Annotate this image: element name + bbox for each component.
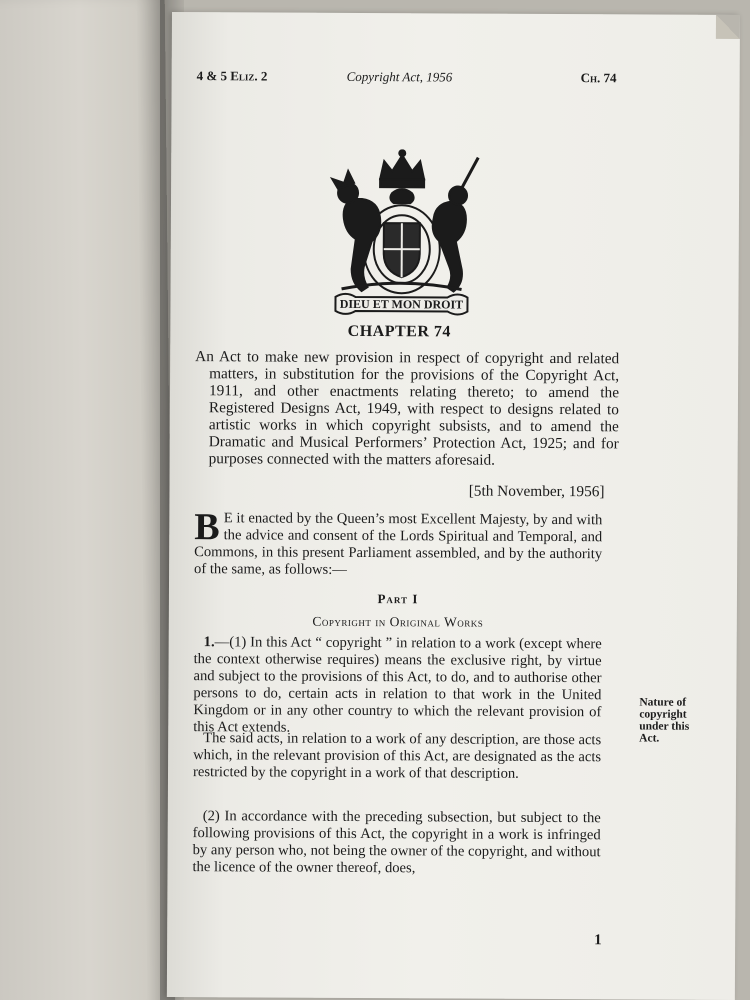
facing-page [0, 0, 175, 1000]
section-1-paragraph-2: The said acts, in relation to a work of any description, are those acts which, in the relevant provision of this Act, are designated as the acts restricted by the copyright in a work of that description. [192, 730, 602, 782]
royal-coat-of-arms-icon [301, 149, 502, 320]
chapter-reference: Ch. 74 [580, 70, 617, 86]
page-content [192, 68, 690, 949]
subsection-1-text: In this Act “ copyright ” in relation to a work (except where the context otherwise requires) means the exclusive right, by virtue and subject to the provisions of this Act, to do, and to authorise other persons to do, certain acts in relation to that work in the United Kingdom or in any other country to which the relevant provision of this Act extends. [193, 634, 602, 736]
page-number: 1 [594, 932, 602, 949]
royal-motto: DIEU ET MON DROIT [339, 296, 464, 312]
subsection-marker: —(1) [214, 634, 247, 651]
chapter-title: CHAPTER 74 [347, 322, 451, 341]
enacting-text: E it enacted by the Queen’s most Excellent Majesty, by and with the advice and consent of the Lords Spiritual and Temporal, and Commons, in this present Parliament assembled, and by the authority of the same, as follows:— [194, 510, 603, 578]
document-page [167, 12, 740, 1000]
part-heading: Part I [377, 591, 419, 607]
section-number: 1. [203, 634, 215, 651]
regnal-year: 4 & 5 Eliz. 2 [196, 68, 268, 84]
section-1-subsection-2: (2) In accordance with the preceding subsection, but subject to the following provisions of this Act, the copyright in a work is infringed by any person who, not being the owner of the copyright, and without the licence of the owner thereof, does, [192, 808, 601, 877]
running-header [197, 68, 629, 90]
act-title-header: Copyright Act, 1956 [346, 68, 453, 85]
drop-cap: B [194, 506, 220, 549]
enacting-formula [194, 506, 603, 580]
marginal-note: Nature of copyright under this Act. [639, 696, 690, 745]
page-corner-crease [716, 15, 740, 39]
section-1-subsection-1 [193, 634, 602, 738]
long-title: An Act to make new provision in respect of copyright and related matters, in substitution for the provisions of the Copyright Act, 1911, and other enactments relating thereto; to amend the Registered Designs Act, 1949, with respect to designs related to artistic works in which copyright subsists, and to amend the Dramatic and Musical Performers’ Protection Act, 1925; and for purposes connected with the matters aforesaid. [195, 348, 620, 469]
royal-assent-date: [5th November, 1956] [468, 482, 605, 501]
part-subheading: Copyright in Original Works [312, 613, 484, 630]
